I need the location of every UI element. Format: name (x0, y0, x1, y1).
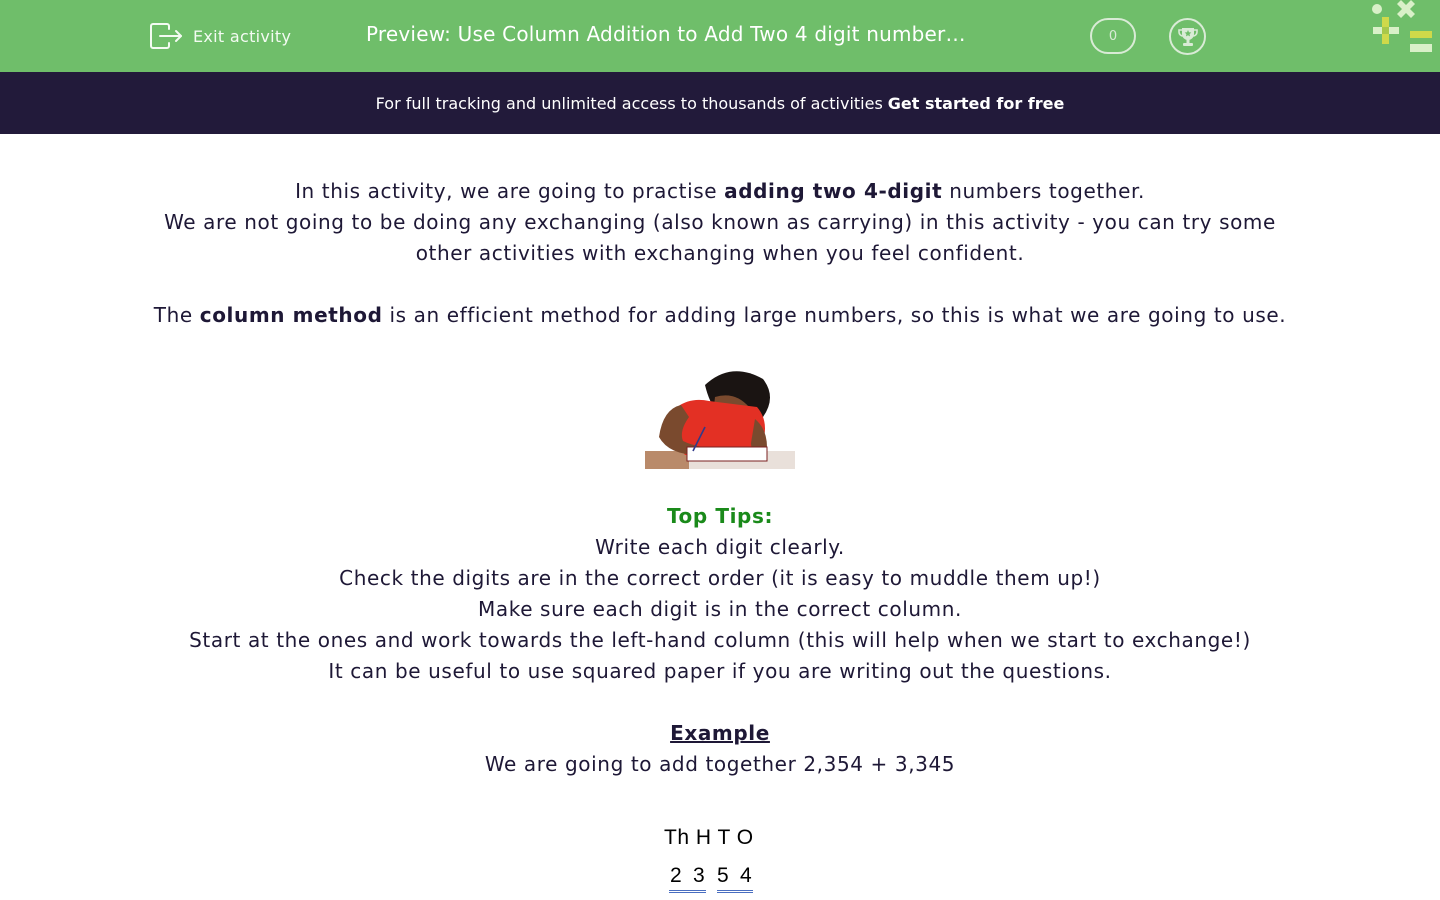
example-heading: Example (670, 721, 770, 745)
activity-intro (0, 176, 1440, 780)
intro-line-3: other activities with exchanging when you feel confident. (415, 241, 1025, 265)
digit-row (660, 860, 780, 894)
tip-item: Make sure each digit is in the correct column. (478, 597, 962, 621)
digit-thousands: 2 (670, 864, 682, 887)
score-counter: 0 (1090, 18, 1136, 54)
banner-text: For full tracking and unlimited access to thousands of activities (375, 93, 883, 113)
exit-activity-button[interactable] (149, 20, 291, 52)
exit-activity-label: Exit activity (193, 26, 292, 46)
signup-banner (0, 72, 1440, 134)
intro-bold: adding two 4-digit (724, 179, 943, 203)
digit-underline (669, 890, 706, 893)
exit-icon (149, 22, 183, 50)
column-addition-layout (660, 826, 780, 894)
digit-tens: 5 (717, 864, 729, 887)
intro-text: is an efficient method for adding large numbers, so this is what we are going to use. (382, 303, 1287, 327)
intro-line-1 (0, 176, 1440, 207)
intro-bold: column method (199, 303, 383, 327)
girl-writing-image (645, 367, 795, 469)
logo-maths-symbols-icon (1368, 0, 1440, 56)
intro-text: The (153, 303, 200, 327)
trophy-icon (1177, 26, 1199, 48)
digit-underline (717, 890, 753, 893)
top-tips-heading: Top Tips: (666, 504, 774, 528)
digit-ones: 4 (740, 864, 752, 887)
tip-item: Start at the ones and work towards the left-hand column (this will help when we start to exchange!) (189, 628, 1251, 652)
intro-text: In this activity, we are going to practise (295, 179, 725, 203)
example-text: We are going to add together 2,354 + 3,345 (484, 752, 956, 776)
tip-item: Write each digit clearly. (595, 535, 845, 559)
intro-line-2: We are not going to be doing any exchanging (also known as carrying) in this activity - you can try some (164, 210, 1276, 234)
trophy-button[interactable] (1169, 18, 1206, 55)
top-bar (0, 0, 1440, 72)
place-value-headers: Th H T O (664, 826, 754, 849)
digit-hundreds: 3 (693, 864, 705, 887)
intro-text: numbers together. (942, 179, 1145, 203)
activity-title: Preview: Use Column Addition to Add Two 4 digit number… (366, 22, 966, 46)
get-started-link[interactable]: Get started for free (887, 93, 1065, 113)
intro-line-4 (0, 300, 1440, 331)
tip-item: It can be useful to use squared paper if you are writing out the questions. (328, 659, 1112, 683)
tip-item: Check the digits are in the correct order (it is easy to muddle them up!) (339, 566, 1101, 590)
